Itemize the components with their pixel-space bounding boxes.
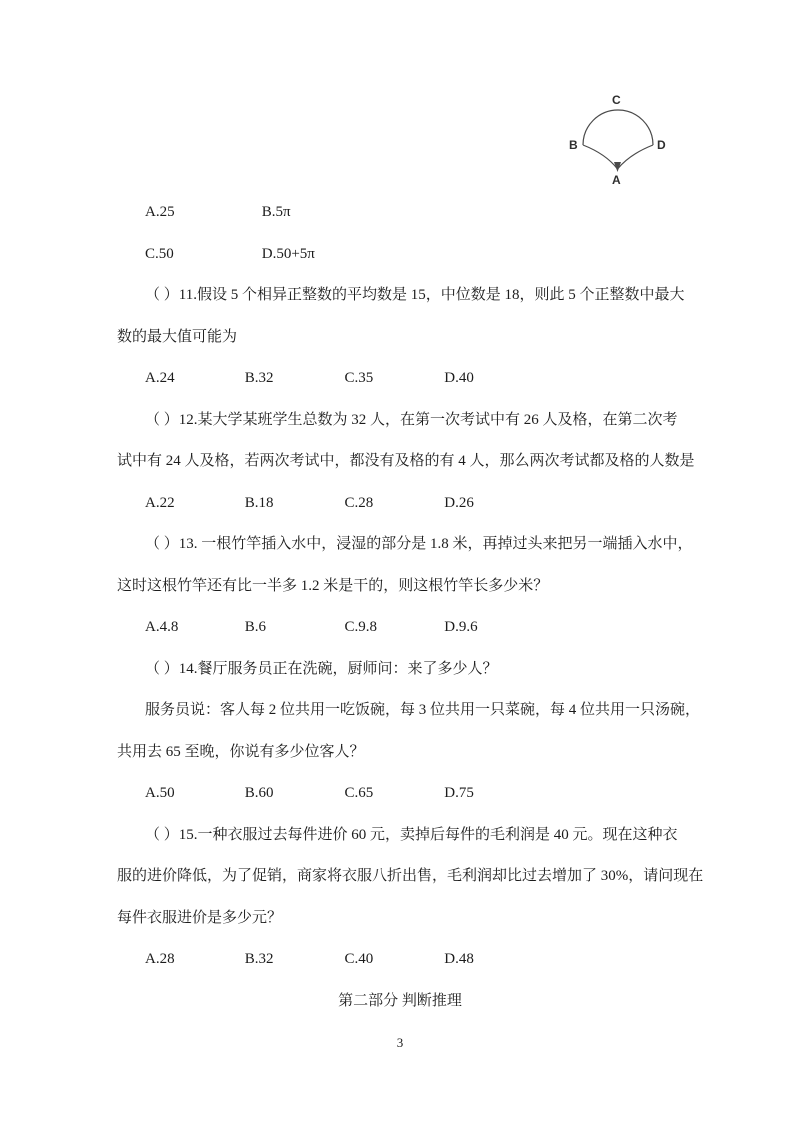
q12-options-row <box>117 483 683 525</box>
option-c: C.9.8 <box>344 619 378 635</box>
q13-options-row <box>117 607 683 649</box>
q14-text-line-2: 服务员说：客人每 2 位共用一吃饭碗，每 3 位共用一只菜碗，每 4 位共用一只汤碗， <box>145 702 701 718</box>
figure-label-c: C <box>612 93 621 107</box>
option-c: C.50 <box>145 245 174 262</box>
q15-text-line-1: （ ）15.一种衣服过去每件进价 60 元，卖掉后每件的毛利润是 40 元。现在这种衣 <box>145 826 678 843</box>
q14-options-row <box>117 773 683 815</box>
q11-text-line-2: 数的最大值可能为 <box>117 328 238 345</box>
option-d: D.75 <box>444 785 474 801</box>
option-b: B.5π <box>261 204 291 220</box>
option-c: C.35 <box>344 370 374 386</box>
option-d: D.50+5π <box>261 245 315 262</box>
q13-text-line-1: （ ）13. 一根竹竿插入水中，浸湿的部分是 1.8 米，再掉过头来把另一端插入水中， <box>145 536 693 552</box>
q14-text-line-1: （ ）14.餐厅服务员正在洗碗，厨师问：来了多少人？ <box>145 660 498 677</box>
q12-text-line-1: （ ）12.某大学某班学生总数为 32 人，在第一次考试中有 26 人及格，在第二次考 <box>145 411 678 428</box>
q12-text-line-2: 试中有 24 人及格，若两次考试中，都没有及格的有 4 人，那么两次考试都及格的人数是 <box>117 453 695 469</box>
option-b: B.60 <box>244 785 274 801</box>
question-figure <box>566 90 672 190</box>
option-b: B.6 <box>244 619 267 635</box>
q10-options-row-2 <box>117 234 683 276</box>
q15-text-line-2: 服的进价降低，为了促销，商家将衣服八折出售，毛利润却比过去增加了 30%，请问现在 <box>117 868 704 884</box>
option-b: B.32 <box>244 370 274 386</box>
option-d: D.40 <box>444 370 474 386</box>
page-number: 3 <box>396 1035 404 1050</box>
q11-text-line-1: （ ）11.假设 5 个相异正整数的平均数是 15，中位数是 18，则此 5 个正整数中最大 <box>145 287 685 303</box>
option-d: D.26 <box>444 494 474 511</box>
q10-options-row-1 <box>117 192 683 234</box>
option-d: D.48 <box>444 951 474 967</box>
section-heading: 第二部分 判断推理 <box>338 992 462 1009</box>
q15-text-line-3: 每件衣服进价是多少元？ <box>117 909 283 926</box>
option-c: C.40 <box>344 951 374 967</box>
option-a: A.50 <box>145 785 175 801</box>
option-a: A.28 <box>145 951 175 967</box>
option-d: D.9.6 <box>444 619 478 635</box>
q13-text-line-2: 这时这根竹竿还有比一半多 1.2 米是干的，则这根竹竿长多少米？ <box>117 577 549 594</box>
option-a: A.25 <box>145 204 175 220</box>
option-a: A.4.8 <box>145 619 179 635</box>
figure-label-b: B <box>569 138 578 152</box>
option-a: A.24 <box>145 370 175 386</box>
q11-options-row <box>117 358 683 400</box>
option-c: C.28 <box>344 494 374 511</box>
option-b: B.32 <box>244 951 274 967</box>
q15-options-row <box>117 939 683 981</box>
question-content <box>117 192 704 1064</box>
figure-label-d: D <box>657 138 666 152</box>
q14-text-line-3: 共用去 65 至晚，你说有多少位客人？ <box>117 743 365 760</box>
option-a: A.22 <box>145 494 175 511</box>
option-b: B.18 <box>244 494 274 511</box>
option-c: C.65 <box>344 785 374 801</box>
figure-label-a: A <box>612 173 621 187</box>
